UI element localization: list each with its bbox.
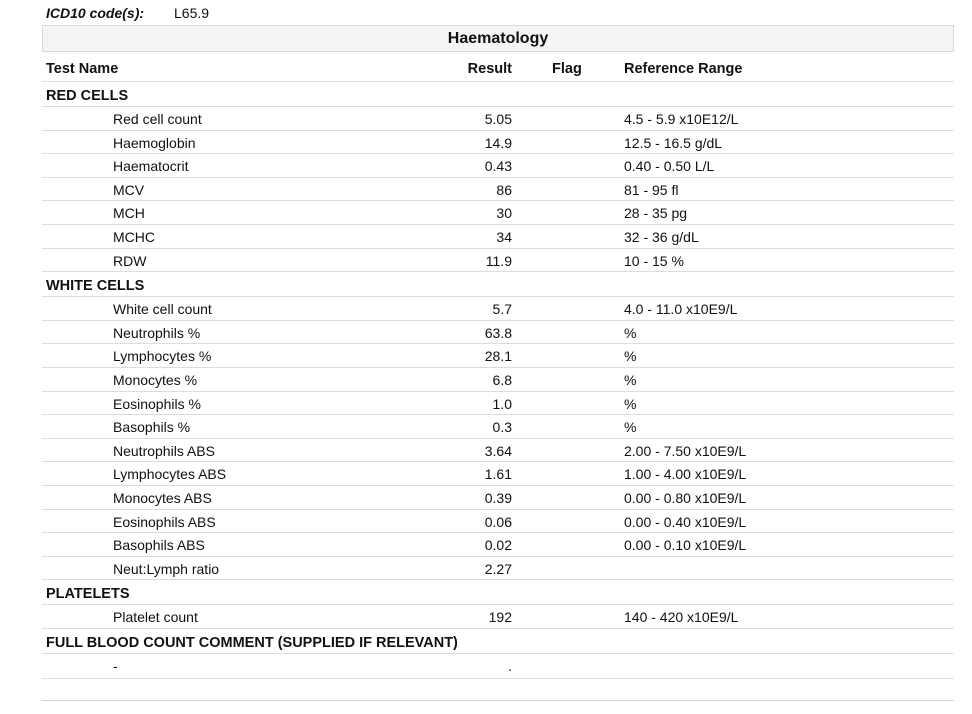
table-row <box>42 439 954 463</box>
test-name: Haemoglobin <box>113 134 196 151</box>
table-row <box>42 321 954 345</box>
test-result: 0.39 <box>484 489 512 506</box>
table-row <box>42 462 954 486</box>
test-result: 63.8 <box>484 324 512 341</box>
test-name: Monocytes ABS <box>113 489 212 506</box>
reference-range: 12.5 - 16.5 g/dL <box>624 134 723 151</box>
test-name: MCV <box>113 181 145 198</box>
test-name: Haematocrit <box>113 158 189 175</box>
test-name: Neutrophils ABS <box>113 442 215 459</box>
icd-label: ICD10 code(s): <box>46 5 145 21</box>
test-result: 1.0 <box>492 395 512 412</box>
test-result: 6.8 <box>492 371 512 388</box>
header-reference-range: Reference Range <box>624 61 743 77</box>
comment-row <box>42 654 954 679</box>
table-row <box>42 225 954 249</box>
test-name: Eosinophils % <box>113 395 201 412</box>
table-row <box>42 533 954 557</box>
group-label: FULL BLOOD COUNT COMMENT (SUPPLIED IF RELEVANT) <box>46 634 458 651</box>
group-red-cells <box>42 82 954 107</box>
platelet-rows <box>42 605 954 629</box>
group-label: PLATELETS <box>46 586 130 603</box>
comment-result: . <box>508 657 512 674</box>
header-test-name: Test Name <box>46 61 119 77</box>
table-row <box>42 344 954 368</box>
group-label: RED CELLS <box>46 88 129 104</box>
test-result: 14.9 <box>484 134 512 151</box>
table-row <box>42 486 954 510</box>
test-result: 34 <box>496 228 512 245</box>
test-result: 11.9 <box>485 252 512 269</box>
header-flag: Flag <box>552 61 582 77</box>
table-row <box>42 107 954 131</box>
reference-range: % <box>624 395 637 412</box>
table-row <box>42 297 954 321</box>
test-result: 28.1 <box>484 348 512 365</box>
test-result: 3.64 <box>484 442 512 459</box>
group-white-cells <box>42 272 954 297</box>
icd-code <box>46 5 210 21</box>
reference-range: 1.00 - 4.00 x10E9/L <box>624 466 747 483</box>
group-fbc-comment <box>42 629 954 654</box>
test-result: 2.27 <box>484 560 512 577</box>
reference-range: % <box>624 371 637 388</box>
test-name: Red cell count <box>113 111 202 127</box>
test-name: Eosinophils ABS <box>113 513 216 530</box>
white-cells-rows <box>42 297 954 580</box>
test-result: 5.7 <box>492 301 512 318</box>
test-name: Basophils % <box>113 419 191 436</box>
test-name: Neut:Lymph ratio <box>113 560 220 577</box>
test-result: 0.02 <box>484 537 512 554</box>
icd-value: L65.9 <box>174 5 210 21</box>
table-row <box>42 605 954 629</box>
test-name: RDW <box>113 252 147 269</box>
table-row <box>42 201 954 225</box>
table-row <box>42 415 954 439</box>
test-name: MCHC <box>113 228 155 245</box>
reference-range: 0.00 - 0.40 x10E9/L <box>624 513 747 530</box>
haematology-table <box>42 25 954 679</box>
reference-range: 28 - 35 pg <box>624 205 688 222</box>
reference-range: % <box>624 419 637 436</box>
reference-range: 0.00 - 0.80 x10E9/L <box>624 489 747 506</box>
test-name: White cell count <box>113 301 212 318</box>
test-result: 1.61 <box>484 466 512 483</box>
table-row <box>42 368 954 392</box>
test-result: 30 <box>496 205 512 222</box>
comment-text: - <box>113 657 118 674</box>
test-result: 0.3 <box>492 419 512 436</box>
table-row <box>42 510 954 534</box>
table-row <box>42 178 954 202</box>
header-result: Result <box>467 61 512 77</box>
table-row <box>42 249 954 273</box>
table-row <box>42 131 954 155</box>
reference-range: 0.00 - 0.10 x10E9/L <box>624 537 747 554</box>
reference-range: 4.5 - 5.9 x10E12/L <box>624 111 739 127</box>
reference-range: 32 - 36 g/dL <box>624 228 699 245</box>
reference-range: % <box>624 324 637 341</box>
reference-range: 140 - 420 x10E9/L <box>624 609 739 626</box>
test-name: Lymphocytes % <box>113 348 212 365</box>
test-name: Neutrophils % <box>113 324 201 341</box>
test-name: Platelet count <box>113 609 198 626</box>
group-label: WHITE CELLS <box>46 278 145 295</box>
table-row <box>42 154 954 178</box>
reference-range: 2.00 - 7.50 x10E9/L <box>624 442 747 459</box>
group-platelets <box>42 580 954 605</box>
test-name: Lymphocytes ABS <box>113 466 227 483</box>
reference-range: 81 - 95 fl <box>624 181 679 198</box>
table-header <box>42 52 954 82</box>
red-cells-rows <box>42 107 954 272</box>
test-name: MCH <box>113 205 145 222</box>
reference-range: 0.40 - 0.50 L/L <box>624 158 715 175</box>
test-result: 0.43 <box>484 158 512 175</box>
table-row <box>42 392 954 416</box>
test-result: 0.06 <box>484 513 512 530</box>
table-row <box>42 557 954 581</box>
bottom-rule <box>42 700 954 701</box>
test-name: Basophils ABS <box>113 537 205 554</box>
reference-range: 10 - 15 % <box>624 252 684 269</box>
test-result: 86 <box>496 181 512 198</box>
test-name: Monocytes % <box>113 371 198 388</box>
reference-range: 4.0 - 11.0 x10E9/L <box>624 301 738 318</box>
reference-range: % <box>624 348 637 365</box>
test-result: 192 <box>488 609 512 626</box>
section-title: Haematology <box>42 25 954 52</box>
test-result: 5.05 <box>484 111 512 127</box>
